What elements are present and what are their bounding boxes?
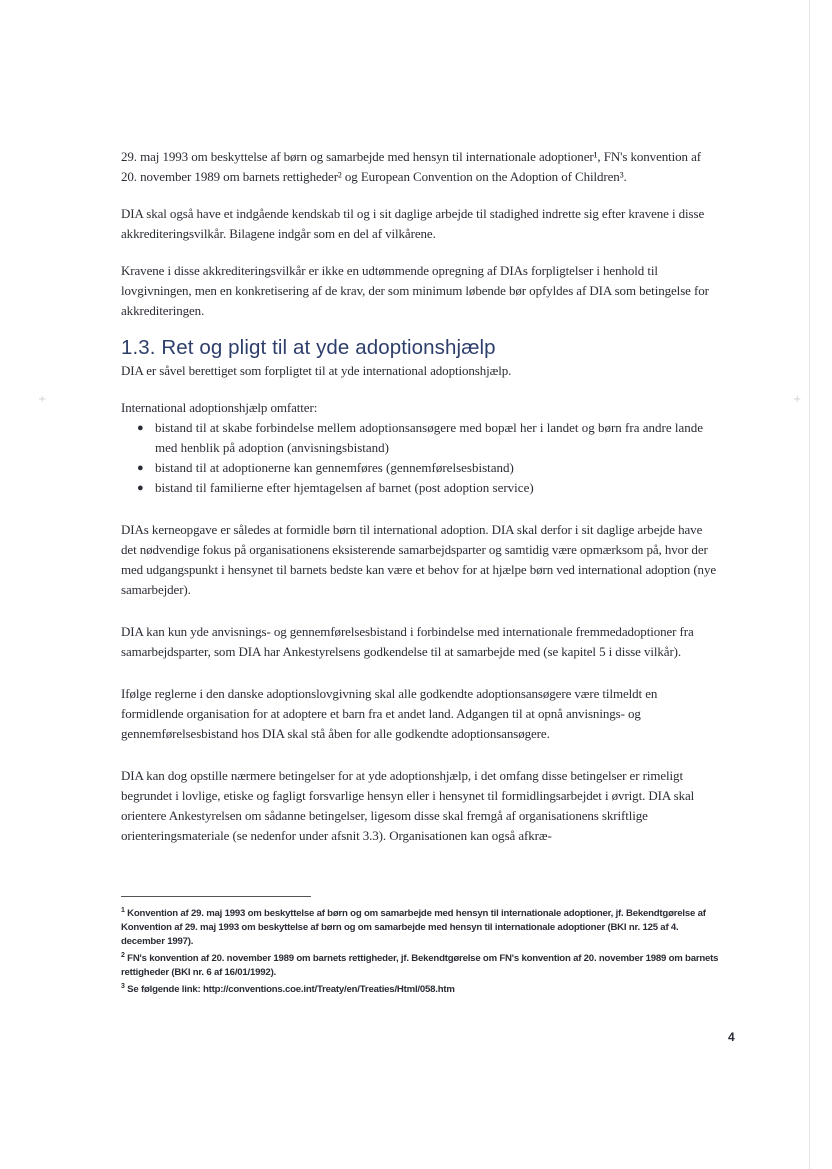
footnote-3: $^3$ Se følgende link: http://conventions.coe.int/Treaty/en/Treaties/Html/058.htm <box>121 983 455 996</box>
adoption-help-list <box>121 418 719 498</box>
paragraph-knowledge: DIA skal også have et indgående kendskab til og i sit daglige arbejde til stadighed indrette sig efter kravene i disse akkrediteringsvilkår. Bilagene indgår som en del af vilkårene. <box>121 206 705 241</box>
bullet-icon: ● <box>137 482 144 494</box>
footnote-1: $^1$ Konvention af 29. maj 1993 om beskyttelse af børn og om samarbejde med hensyn til internationale adoptioner, jf. Bekendtgørelse af Konvention af 29. maj 1993 om beskyttelse af børn og om samarbejde med hensyn til internationale adoptioner (BKI nr. 125 af 4. december 1997). <box>121 907 706 948</box>
bullet-icon: ● <box>137 462 144 474</box>
paragraph-conditions: DIA kan dog opstille nærmere betingelser for at yde adoptionshjælp, i det omfang disse betingelser er rimeligt begrundet i lovlige, etiske og fagligt forsvarlige hensyn eller i hensynet til formidlingsarbejdet i øvrigt. DIA skal orientere Ankestyrelsen om sådanne betingelser, ligesom disse skal fremgå af organisationens skriftlige orienteringsmateriale (se nedenfor under afsnit 3.3). Organisationen kan også afkræ- <box>121 768 695 843</box>
list-item <box>137 418 719 458</box>
scan-artifact-left: + <box>38 394 47 405</box>
paragraph-core-task: DIAs kerneopgave er således at formidle børn til international adoption. DIA skal derfor i sit daglige arbejde have det nødvendige fokus på organisationens eksisterende samarbejdsparter og samtidig være opmærksom på, hvor der med udgangspunkt i hensynet til barnets bedste kan være et behov for at hjælpe børn ved international adoption (nye samarbejder). <box>121 522 717 597</box>
list-item <box>137 478 719 498</box>
list-item-text: bistand til familierne efter hjemtagelsen af barnet (post adoption service) <box>155 480 534 495</box>
list-item-text: bistand til at skabe forbindelse mellem adoptionsansøgere med bopæl her i landet og børn fra andre lande med henblik på adoption (anvisningsbistand) <box>155 420 704 455</box>
paragraph-requirements: Kravene i disse akkrediteringsvilkår er ikke en udtømmende opregning af DIAs forpligtelser i henhold til lovgivningen, men en konkretisering af de krav, der som minimum løbende bør opfyldes af DIA som betingelse for akkrediteringen. <box>121 263 709 318</box>
bullet-icon: ● <box>137 422 144 434</box>
list-intro: International adoptionshjælp omfatter: <box>121 400 318 415</box>
paragraph-assistance-scope: DIA kan kun yde anvisnings- og gennemførelsesbistand i forbindelse med internationale fremmedadoptioner fra samarbejdsparter, som DIA har Ankestyrelsens godkendelse til at samarbejde med (se kapitel 5 i disse vilkår). <box>121 624 694 659</box>
scan-artifact-right: + <box>793 394 802 405</box>
scan-edge-line <box>809 0 810 1169</box>
document-body <box>121 147 719 846</box>
page-number: 4 <box>728 1030 735 1044</box>
paragraph-conventions: 29. maj 1993 om beskyttelse af børn og samarbejde med hensyn til internationale adoptioner¹, FN's konvention af 20. november 1989 om barnets rettigheder² og European Convention on the Adoption of Children³. <box>121 149 702 184</box>
section-intro: DIA er såvel berettiget som forpligtet til at yde international adoptionshjælp. <box>121 363 512 378</box>
paragraph-registration: Ifølge reglerne i den danske adoptionslovgivning skal alle godkendte adoptionsansøgere være tilmeldt en formidlende organisation for at adoptere et barn fra et andet land. Adgangen til at opnå anvisnings- og gennemførelsesbistand hos DIA skal stå åben for alle godkendte adoptionsansøgere. <box>121 686 658 741</box>
section-heading: 1.3. Ret og pligt til at yde adoptionshjælp <box>121 336 496 359</box>
list-item <box>137 458 719 478</box>
footnotes <box>121 904 721 998</box>
footnote-divider <box>121 896 311 897</box>
list-item-text: bistand til at adoptionerne kan gennemføres (gennemførelsesbistand) <box>155 460 514 475</box>
footnote-2: $^2$ FN's konvention af 20. november 1989 om barnets rettigheder, jf. Bekendtgørelse om FN's konvention af 20. november 1989 om barnets rettigheder (BKI nr. 6 af 16/01/1992). <box>121 952 719 979</box>
